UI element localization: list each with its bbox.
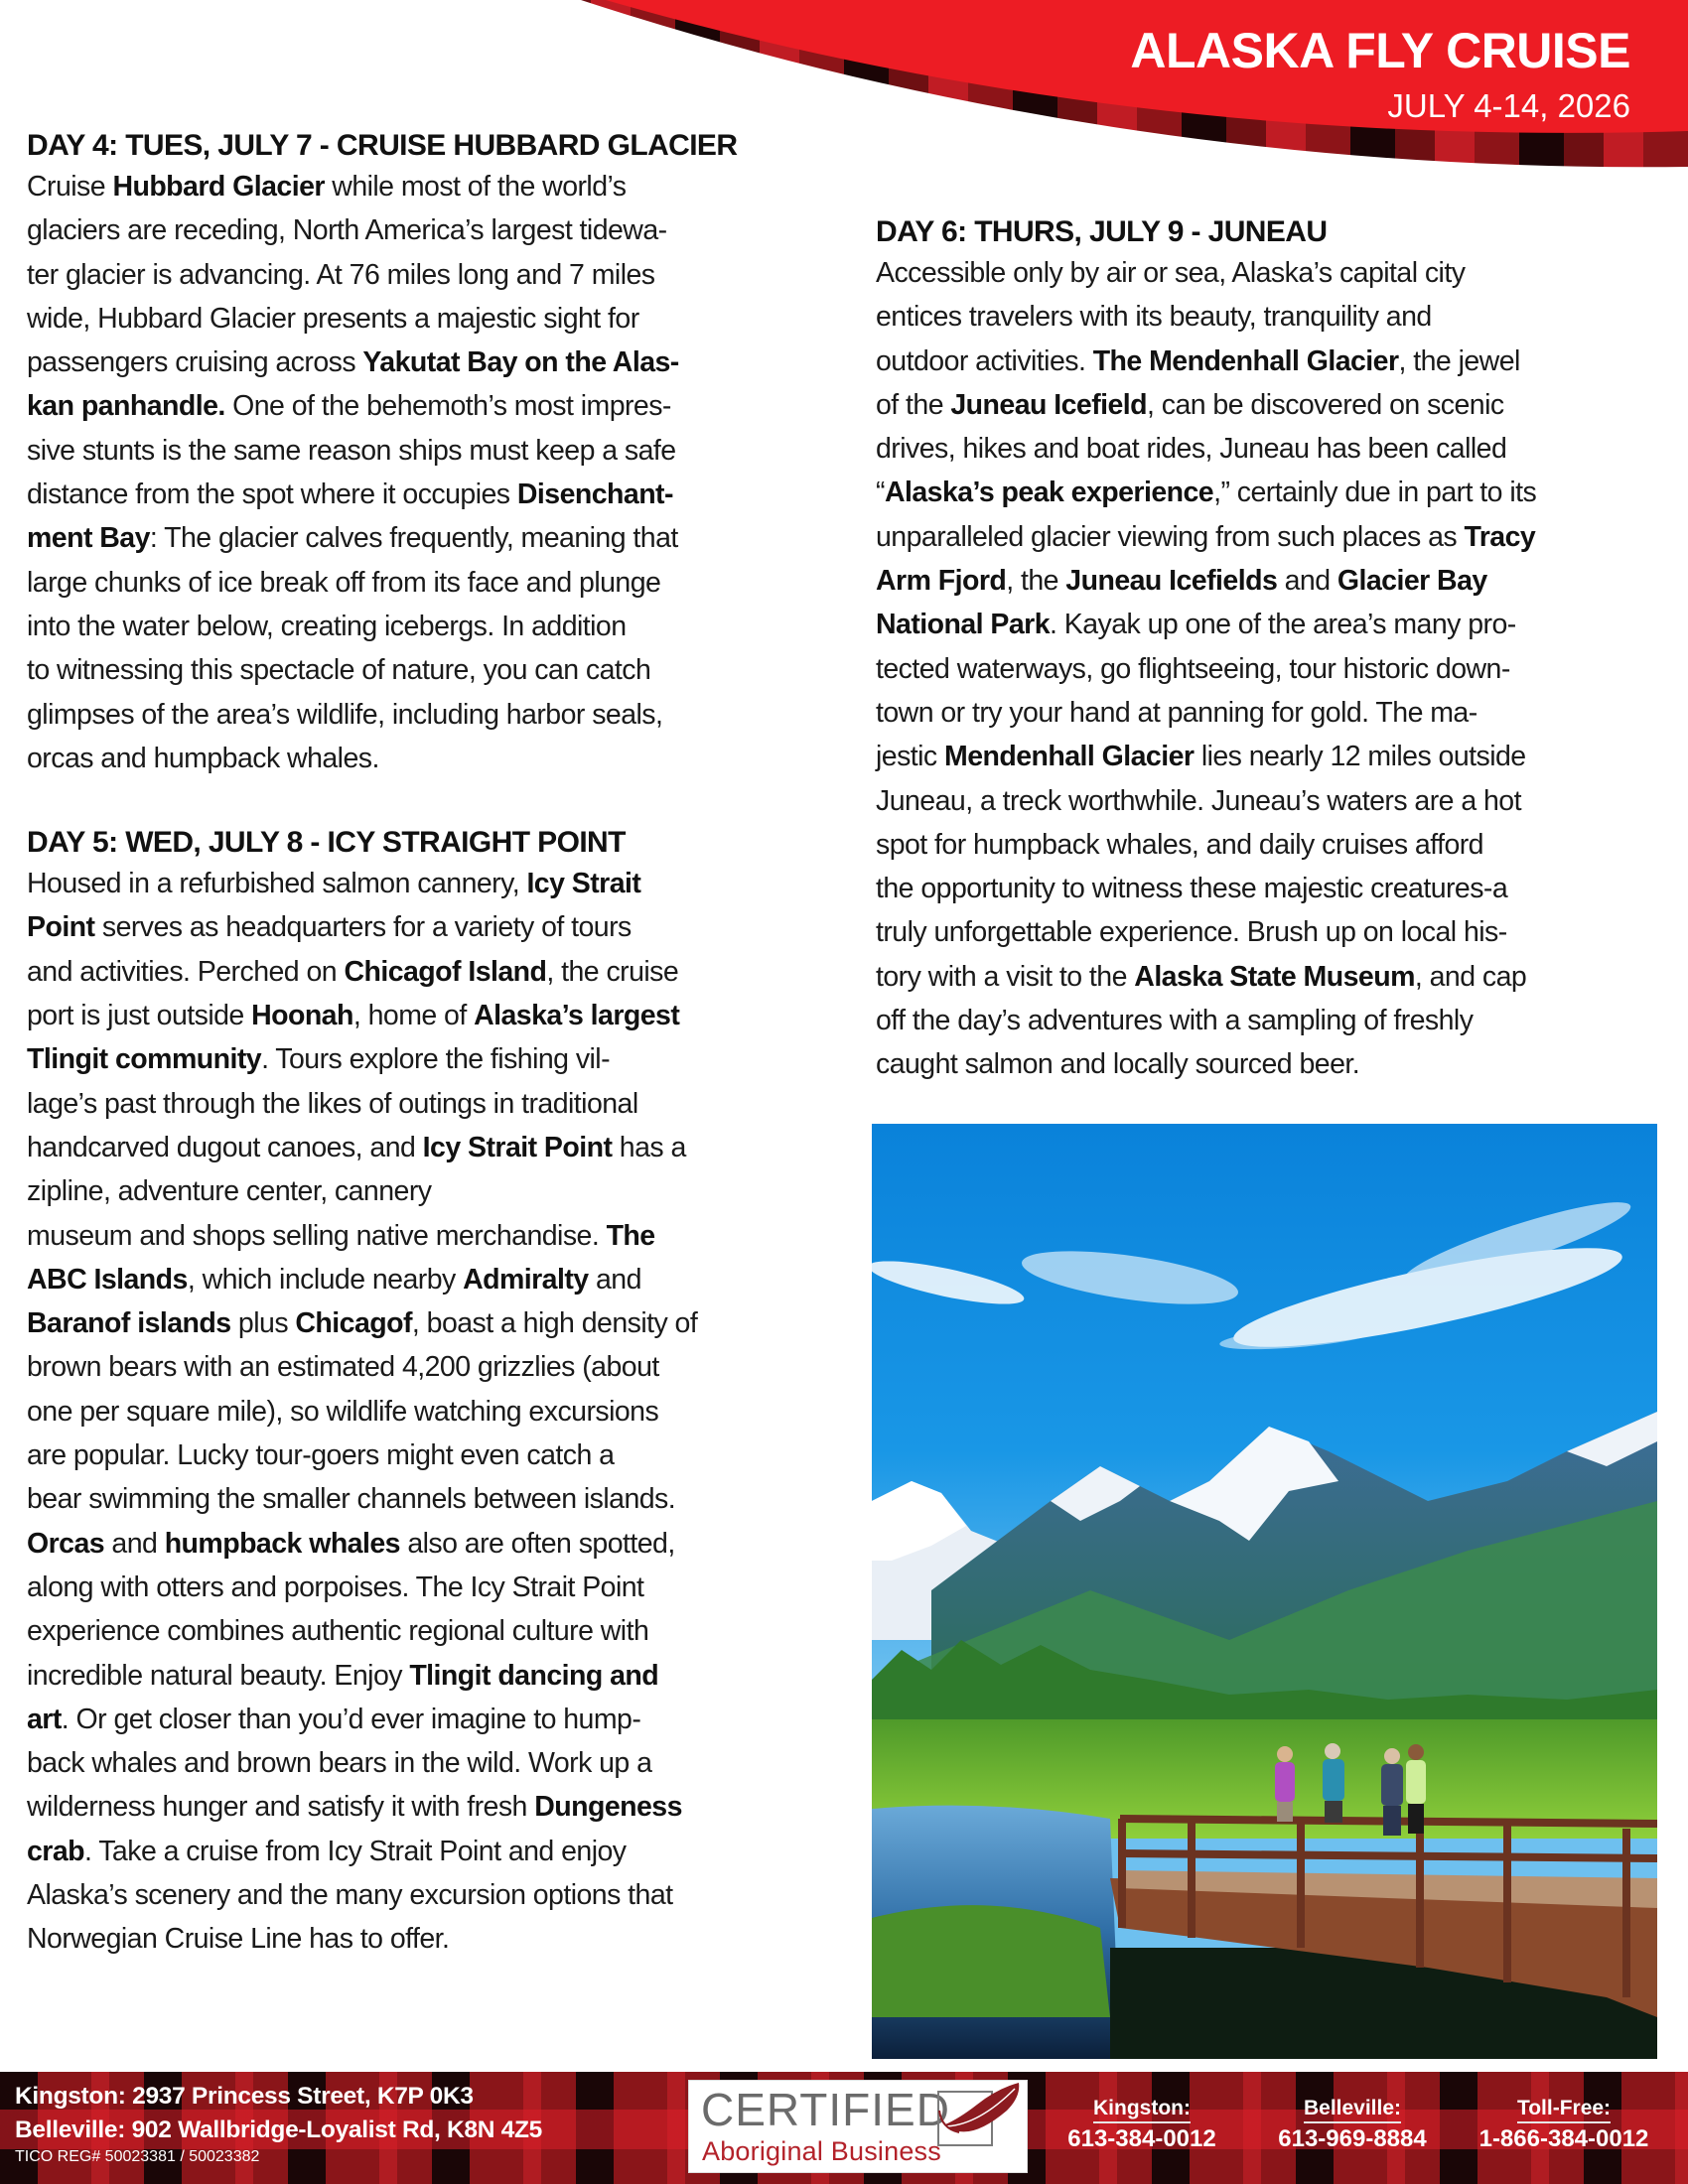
body-text: has a [612,1131,686,1163]
body-text: , and cap [1414,960,1527,993]
text-line [876,603,1670,646]
highlight-text: Dungeness [534,1791,682,1824]
text-line [27,1654,821,1698]
body-text: back whales and brown bears in the wild. Work up a [27,1747,652,1780]
highlight-text: Hoonah [251,1000,353,1032]
text-line [27,994,821,1037]
highlight-text: crab [27,1835,85,1867]
text-line [876,647,1670,691]
highlight-text: Mendenhall Glacier [944,741,1195,773]
belleville-address: Belleville: 902 Wallbridge-Loyalist Rd, K8N 4Z5 [15,2116,542,2143]
day-description [27,165,821,780]
day-heading: DAY 5: WED, JULY 8 - ICY STRAIGHT POINT [27,826,626,860]
text-line [27,1169,821,1213]
highlight-text: Chicagof [295,1307,412,1340]
body-text: along with otters and porpoises. The Icy Strait Point [27,1570,644,1603]
body-text: . Tours explore the fishing vil- [261,1043,611,1076]
body-text: and [1277,565,1337,598]
body-text: spot for humpback whales, and daily cruises afford [876,828,1483,861]
body-text: : The glacier calves frequently, meaning that [149,522,678,555]
body-text: wilderness hunger and satisfy it with fresh [27,1791,535,1824]
text-line [27,1345,821,1389]
body-text: , home of [352,1000,475,1032]
body-text: Norwegian Cruise Line has to offer. [27,1923,450,1956]
text-line [876,955,1670,999]
text-line [876,427,1670,471]
body-text: , which include nearby [187,1263,464,1296]
body-text: truly unforgettable experience. Brush up on local his- [876,916,1507,949]
body-text: port is just outside [27,1000,252,1032]
text-line [27,1433,821,1477]
certified-aboriginal-business-logo [688,2080,1028,2173]
highlight-text: art [27,1703,62,1735]
highlight-text: Tracy [1464,520,1536,553]
text-line [876,691,1670,735]
text-line [876,779,1670,823]
body-text: drives, hikes and boat rides, Juneau has been called [876,433,1507,466]
text-line [27,1522,821,1566]
body-text: unparalleled glacier viewing from such places as [876,520,1465,553]
text-line [27,1301,821,1345]
highlight-text: National Park [876,609,1050,641]
text-line [876,295,1670,339]
text-line [27,561,821,605]
contact-kingston [1043,2097,1241,2155]
body-text: lage’s past through the likes of outings in traditional [27,1087,638,1120]
body-text: serves as headquarters for a variety of tours [94,911,632,944]
body-text: tected waterways, go flightseeing, tour historic down- [876,652,1510,685]
contact-label: Kingston: [1093,2097,1191,2123]
contact-phone[interactable]: 613-969-8884 [1278,2125,1427,2152]
body-text: One of the behemoth’s most impres- [224,390,671,423]
text-line [27,1830,821,1873]
text-line [27,1126,821,1169]
text-line [27,1082,821,1126]
body-text: outdoor activities. [876,344,1093,377]
body-text: Housed in a refurbished salmon cannery, [27,868,527,900]
text-line [876,867,1670,910]
body-text: distance from the spot where it occupies [27,478,517,511]
body-text: , the [1006,565,1066,598]
body-text: . Or get closer than you’d ever imagine to hump- [61,1703,641,1735]
text-line [876,251,1670,295]
body-text: Alaska’s scenery and the many excursion options that [27,1878,673,1911]
body-text: orcas and humpback whales. [27,742,379,774]
body-text: jestic [876,741,945,773]
highlight-text: humpback whales [164,1527,400,1560]
text-line [27,605,821,648]
highlight-text: Tlingit dancing and [409,1659,659,1692]
logo-aboriginal-business-text: Aboriginal Business [702,2136,941,2166]
body-text: incredible natural beauty. Enjoy [27,1659,410,1692]
body-text: while most of the world’s [324,171,627,203]
body-text: ter glacier is advancing. At 76 miles long and 7 miles [27,258,655,291]
text-line [27,208,821,252]
body-text: tory with a visit to the [876,960,1135,993]
body-text: are popular. Lucky tour-goers might even catch a [27,1439,615,1472]
alaska-landscape-photo [872,1124,1657,2059]
body-text: also are often spotted, [399,1527,675,1560]
highlight-text: Point [27,911,95,944]
body-text: off the day’s adventures with a sampling of freshly [876,1005,1474,1037]
highlight-text: Alaska’s peak experience [884,477,1214,509]
body-text: entices travelers with its beauty, tranquility and [876,301,1432,334]
highlight-text: Alaska’s largest [474,1000,680,1032]
feather-icon [937,2081,1027,2150]
body-text: Juneau, a treck worthwhile. Juneau’s waters are a hot [876,784,1521,817]
body-text: lies nearly 12 miles outside [1194,741,1526,773]
highlight-text: Tlingit community [27,1043,262,1076]
body-text: wide, Hubbard Glacier presents a majestic sight for [27,302,639,335]
text-line [876,999,1670,1042]
body-text: sive stunts is the same reason ships must keep a safe [27,434,676,467]
contact-label: Toll-Free: [1517,2097,1611,2123]
body-text: museum and shops selling native merchandise. [27,1219,607,1252]
highlight-text: Orcas [27,1527,105,1560]
highlight-text: Arm Fjord [876,565,1007,598]
brochure-title: ALASKA FLY CRUISE [1130,23,1630,78]
text-line [876,735,1670,778]
text-line [27,1917,821,1961]
body-text: to witnessing this spectacle of nature, you can catch [27,654,651,687]
landscape-illustration [872,1124,1657,2059]
body-text: Accessible only by air or sea, Alaska’s capital city [876,257,1466,289]
text-line [27,297,821,341]
text-line [27,862,821,905]
text-line [876,383,1670,427]
text-line [27,1785,821,1829]
body-text: passengers cruising across [27,346,363,379]
highlight-text: Icy Strait Point [422,1131,613,1163]
highlight-text: Yakutat Bay on the Alas- [362,346,679,379]
highlight-text: Baranof islands [27,1307,231,1340]
text-line [27,1037,821,1081]
day-description [27,862,821,1961]
body-text: . Take a cruise from Icy Strait Point and enjoy [84,1835,627,1867]
text-line [27,737,821,780]
day-heading: DAY 6: THURS, JULY 9 - JUNEAU [876,215,1328,248]
text-line [27,253,821,297]
highlight-text: Chicagof Island [344,955,547,988]
highlight-text: ment Bay [27,522,150,555]
body-text: experience combines authentic regional culture with [27,1615,649,1648]
highlight-text: Disenchant- [516,478,673,511]
body-text: of the [876,388,951,421]
highlight-text: ABC Islands [27,1263,188,1296]
text-line [27,516,821,560]
text-line [27,693,821,737]
logo-certified-text: CERTIFIED [701,2084,950,2135]
body-text: one per square mile), so wildlife watching excursions [27,1395,659,1428]
tico-registration: TICO REG# 50023381 / 50023382 [15,2148,260,2165]
day-heading: DAY 4: TUES, JULY 7 - CRUISE HUBBARD GLACIER [27,129,738,162]
body-text: large chunks of ice break off from its face and plunge [27,566,661,599]
highlight-text: Juneau Icefields [1065,565,1278,598]
body-text: brown bears with an estimated 4,200 grizzlies (about [27,1351,659,1384]
text-line [27,1698,821,1741]
text-line [27,165,821,208]
body-text: zipline, adventure center, cannery [27,1175,432,1208]
left-column [27,127,821,1962]
text-line [876,823,1670,867]
text-line [27,905,821,949]
kingston-address: Kingston: 2937 Princess Street, K7P 0K3 [15,2083,474,2110]
day-5-section [27,824,821,1961]
body-text: handcarved dugout canoes, and [27,1131,423,1163]
body-text: town or try your hand at panning for gold. The ma- [876,696,1477,729]
body-text: caught salmon and locally sourced beer. [876,1048,1360,1081]
text-line [27,1873,821,1917]
highlight-text: Alaska State Museum [1134,960,1415,993]
highlight-text: The [606,1219,655,1252]
body-text: into the water below, creating icebergs. In addition [27,610,627,642]
text-line [27,1566,821,1609]
body-text: and [104,1527,165,1560]
body-text: . Kayak up one of the area’s many pro- [1050,609,1516,641]
text-line [27,473,821,516]
body-text: “ [876,477,885,509]
body-text: and [588,1263,641,1296]
contact-phone[interactable]: 613-384-0012 [1067,2125,1216,2152]
text-line [27,341,821,384]
day-description [876,251,1670,1087]
right-column [876,213,1670,1087]
body-text: , boast a high density of [411,1307,698,1340]
contact-phone[interactable]: 1-866-384-0012 [1478,2125,1649,2152]
text-line [876,1042,1670,1086]
body-text: , the jewel [1398,344,1520,377]
body-text: ,” certainly due in part to its [1213,477,1537,509]
highlight-text: Admiralty [463,1263,589,1296]
body-text: , the cruise [546,955,679,988]
highlight-text: Juneau Icefield [950,388,1148,421]
body-text: plus [230,1307,296,1340]
text-line [27,1214,821,1258]
contact-toll-free [1465,2097,1663,2155]
highlight-text: Icy Strait [526,868,641,900]
text-line [27,1477,821,1521]
day-6-section [876,213,1670,1087]
highlight-text: Hubbard Glacier [112,171,325,203]
text-line [27,384,821,428]
text-line [876,471,1670,514]
footer-addresses [15,2080,542,2167]
body-text: Cruise [27,171,113,203]
body-text: bear swimming the smaller channels between islands. [27,1483,676,1516]
text-line [27,1258,821,1301]
text-line [27,1741,821,1785]
text-line [876,559,1670,603]
contact-label: Belleville: [1304,2097,1401,2123]
text-line [27,1609,821,1653]
trip-dates: JULY 4-14, 2026 [1387,87,1630,124]
text-line [876,910,1670,954]
text-line [27,1390,821,1433]
text-line [27,950,821,994]
text-line [876,340,1670,383]
text-line [876,515,1670,559]
body-text: glaciers are receding, North America’s largest tidewa- [27,214,667,247]
body-text: , can be discovered on scenic [1147,388,1504,421]
day-4-section [27,127,821,780]
highlight-text: The Mendenhall Glacier [1092,344,1399,377]
body-text: and activities. Perched on [27,955,345,988]
highlight-text: kan panhandle. [27,390,225,423]
body-text: glimpses of the area’s wildlife, including harbor seals, [27,698,663,731]
text-line [27,648,821,692]
body-text: the opportunity to witness these majestic creatures-a [876,873,1508,905]
text-line [27,429,821,473]
contact-belleville [1253,2097,1452,2155]
highlight-text: Glacier Bay [1336,565,1487,598]
